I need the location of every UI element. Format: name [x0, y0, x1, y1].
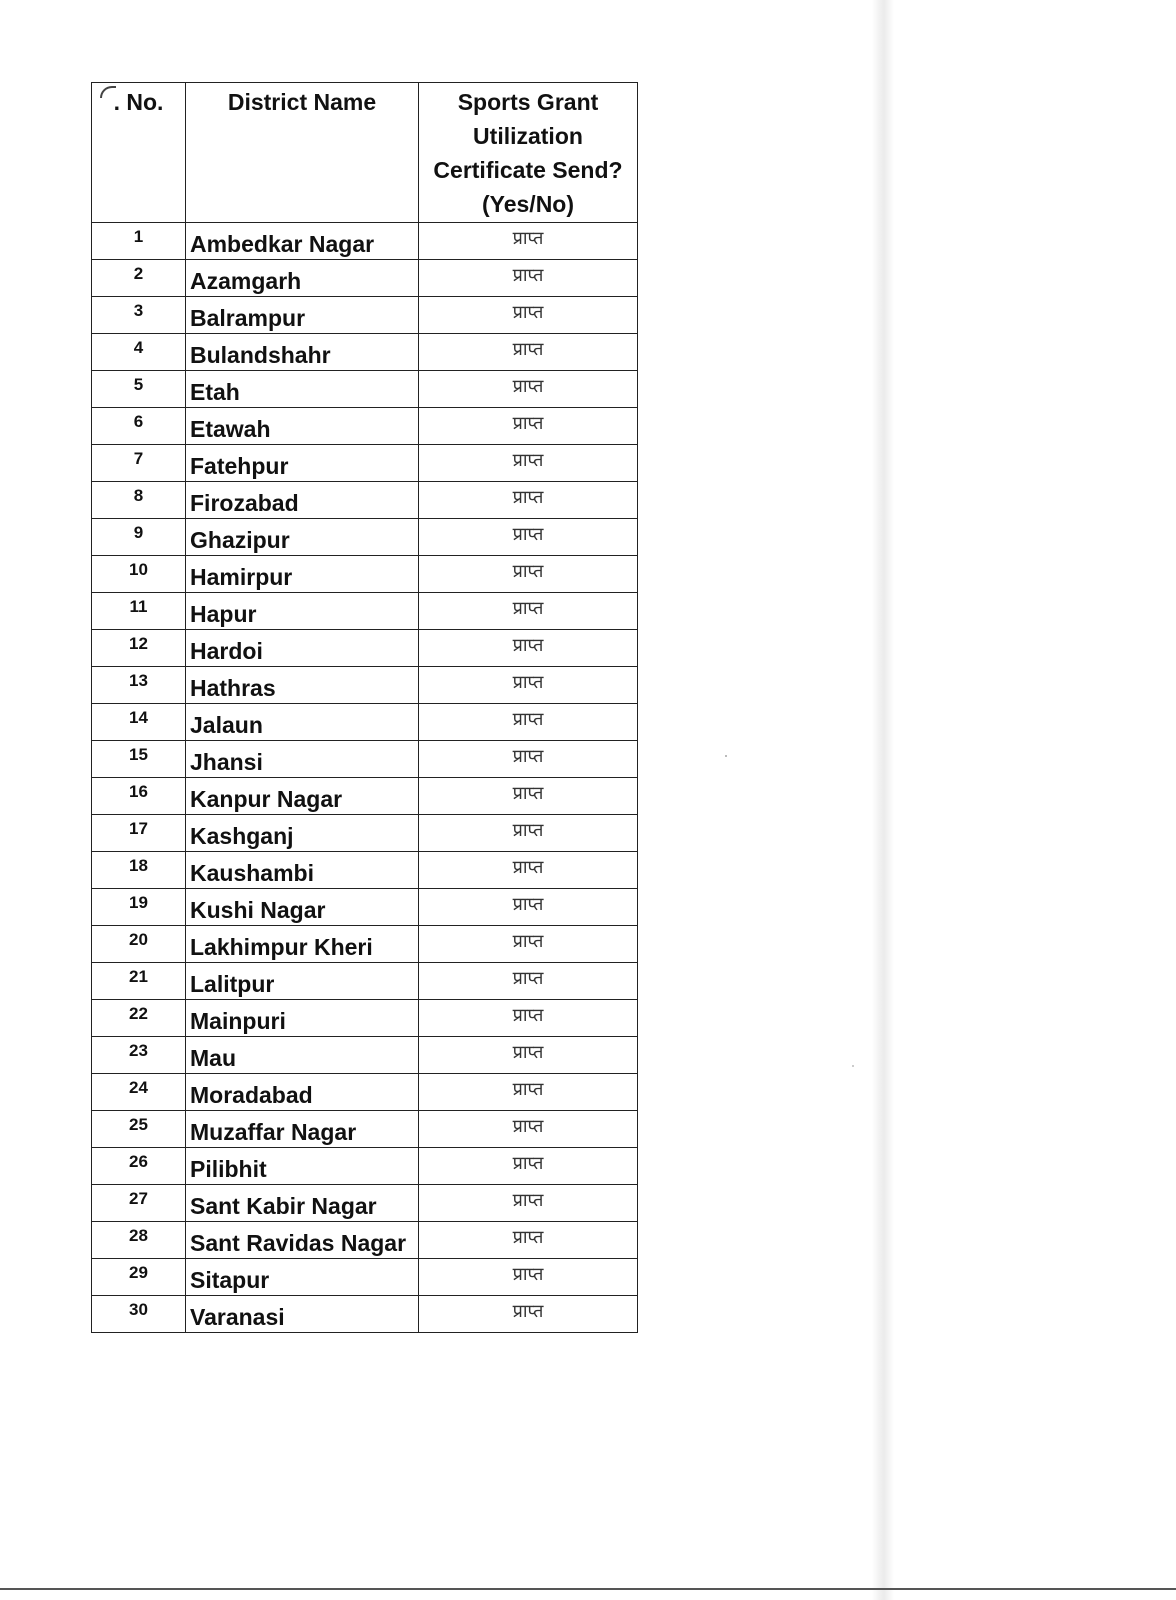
table-row — [92, 297, 638, 334]
serial-number-cell: 1 — [92, 223, 186, 260]
status-cell: प्राप्त — [419, 1185, 638, 1222]
district-name-cell: Balrampur — [186, 297, 419, 334]
district-name-cell: Sant Kabir Nagar — [186, 1185, 419, 1222]
column-header-status: Sports Grant Utilization Certificate Send? (Yes/No) — [419, 83, 638, 223]
table-row — [92, 926, 638, 963]
serial-number-cell: 13 — [92, 667, 186, 704]
district-name-cell: Kashganj — [186, 815, 419, 852]
header-row — [92, 83, 638, 223]
serial-number-cell: 3 — [92, 297, 186, 334]
table-row — [92, 260, 638, 297]
serial-number-cell: 19 — [92, 889, 186, 926]
table-row — [92, 778, 638, 815]
table-header — [92, 83, 638, 223]
table-row — [92, 1037, 638, 1074]
torn-corner-mark — [100, 86, 116, 98]
status-cell: प्राप्त — [419, 963, 638, 1000]
district-name-cell: Hathras — [186, 667, 419, 704]
table-row — [92, 741, 638, 778]
district-name-cell: Bulandshahr — [186, 334, 419, 371]
status-cell: प्राप्त — [419, 1074, 638, 1111]
status-cell: प्राप्त — [419, 223, 638, 260]
serial-number-cell: 22 — [92, 1000, 186, 1037]
table-row — [92, 1222, 638, 1259]
table-row — [92, 1185, 638, 1222]
district-name-cell: Pilibhit — [186, 1148, 419, 1185]
district-name-cell: Kushi Nagar — [186, 889, 419, 926]
status-cell: प्राप्त — [419, 445, 638, 482]
status-cell: प्राप्त — [419, 815, 638, 852]
serial-number-cell: 5 — [92, 371, 186, 408]
district-name-cell: Kanpur Nagar — [186, 778, 419, 815]
status-cell: प्राप्त — [419, 408, 638, 445]
table-row — [92, 519, 638, 556]
table-row — [92, 815, 638, 852]
table-row — [92, 1000, 638, 1037]
serial-number-cell: 17 — [92, 815, 186, 852]
serial-number-cell: 21 — [92, 963, 186, 1000]
status-cell: प्राप्त — [419, 1259, 638, 1296]
status-cell: प्राप्त — [419, 297, 638, 334]
table-row — [92, 482, 638, 519]
serial-number-cell: 27 — [92, 1185, 186, 1222]
status-cell: प्राप्त — [419, 926, 638, 963]
status-cell: प्राप्त — [419, 1111, 638, 1148]
district-name-cell: Mau — [186, 1037, 419, 1074]
district-name-cell: Kaushambi — [186, 852, 419, 889]
district-name-cell: Fatehpur — [186, 445, 419, 482]
status-cell: प्राप्त — [419, 1037, 638, 1074]
scan-speck — [725, 755, 727, 757]
table-body — [92, 223, 638, 1333]
table-row — [92, 445, 638, 482]
table-row — [92, 1111, 638, 1148]
table-row — [92, 889, 638, 926]
column-header-district: District Name — [186, 83, 419, 223]
status-cell: प्राप्त — [419, 593, 638, 630]
district-name-cell: Lakhimpur Kheri — [186, 926, 419, 963]
serial-number-cell: 7 — [92, 445, 186, 482]
serial-number-cell: 16 — [92, 778, 186, 815]
district-name-cell: Mainpuri — [186, 1000, 419, 1037]
table-row — [92, 1259, 638, 1296]
status-cell: प्राप्त — [419, 519, 638, 556]
table-row — [92, 334, 638, 371]
serial-number-cell: 20 — [92, 926, 186, 963]
status-cell: प्राप्त — [419, 630, 638, 667]
column-header-serial-label: . No. — [113, 89, 164, 115]
district-name-cell: Varanasi — [186, 1296, 419, 1333]
status-cell: प्राप्त — [419, 260, 638, 297]
serial-number-cell: 11 — [92, 593, 186, 630]
serial-number-cell: 29 — [92, 1259, 186, 1296]
scan-edge-shadow — [872, 0, 894, 1600]
serial-number-cell: 8 — [92, 482, 186, 519]
status-cell: प्राप्त — [419, 1148, 638, 1185]
district-name-cell: Azamgarh — [186, 260, 419, 297]
serial-number-cell: 23 — [92, 1037, 186, 1074]
status-cell: प्राप्त — [419, 1296, 638, 1333]
serial-number-cell: 9 — [92, 519, 186, 556]
table-row — [92, 704, 638, 741]
status-cell: प्राप्त — [419, 1222, 638, 1259]
district-name-cell: Jalaun — [186, 704, 419, 741]
status-cell: प्राप्त — [419, 556, 638, 593]
scan-speck — [852, 1065, 854, 1067]
district-name-cell: Moradabad — [186, 1074, 419, 1111]
page-bottom-rule — [0, 1588, 1176, 1590]
serial-number-cell: 6 — [92, 408, 186, 445]
district-name-cell: Sitapur — [186, 1259, 419, 1296]
table-row — [92, 630, 638, 667]
district-name-cell: Hapur — [186, 593, 419, 630]
column-header-serial — [92, 83, 186, 223]
district-grant-table — [91, 82, 638, 1333]
table-row — [92, 408, 638, 445]
district-name-cell: Firozabad — [186, 482, 419, 519]
district-name-cell: Etawah — [186, 408, 419, 445]
status-cell: प्राप्त — [419, 667, 638, 704]
table-row — [92, 556, 638, 593]
table-row — [92, 667, 638, 704]
serial-number-cell: 2 — [92, 260, 186, 297]
status-cell: प्राप्त — [419, 852, 638, 889]
table-row — [92, 371, 638, 408]
serial-number-cell: 12 — [92, 630, 186, 667]
district-name-cell: Lalitpur — [186, 963, 419, 1000]
status-cell: प्राप्त — [419, 704, 638, 741]
serial-number-cell: 18 — [92, 852, 186, 889]
status-cell: प्राप्त — [419, 371, 638, 408]
table-row — [92, 1074, 638, 1111]
status-cell: प्राप्त — [419, 778, 638, 815]
district-name-cell: Hamirpur — [186, 556, 419, 593]
serial-number-cell: 25 — [92, 1111, 186, 1148]
serial-number-cell: 24 — [92, 1074, 186, 1111]
status-cell: प्राप्त — [419, 1000, 638, 1037]
table-row — [92, 1296, 638, 1333]
district-name-cell: Ambedkar Nagar — [186, 223, 419, 260]
status-cell: प्राप्त — [419, 482, 638, 519]
table-row — [92, 852, 638, 889]
district-name-cell: Hardoi — [186, 630, 419, 667]
table-row — [92, 593, 638, 630]
serial-number-cell: 28 — [92, 1222, 186, 1259]
serial-number-cell: 26 — [92, 1148, 186, 1185]
district-name-cell: Jhansi — [186, 741, 419, 778]
table-row — [92, 223, 638, 260]
status-cell: प्राप्त — [419, 889, 638, 926]
status-cell: प्राप्त — [419, 741, 638, 778]
district-name-cell: Sant Ravidas Nagar — [186, 1222, 419, 1259]
district-name-cell: Muzaffar Nagar — [186, 1111, 419, 1148]
serial-number-cell: 4 — [92, 334, 186, 371]
status-cell: प्राप्त — [419, 334, 638, 371]
serial-number-cell: 10 — [92, 556, 186, 593]
serial-number-cell: 15 — [92, 741, 186, 778]
table-row — [92, 1148, 638, 1185]
district-name-cell: Ghazipur — [186, 519, 419, 556]
table-row — [92, 963, 638, 1000]
serial-number-cell: 30 — [92, 1296, 186, 1333]
district-name-cell: Etah — [186, 371, 419, 408]
serial-number-cell: 14 — [92, 704, 186, 741]
